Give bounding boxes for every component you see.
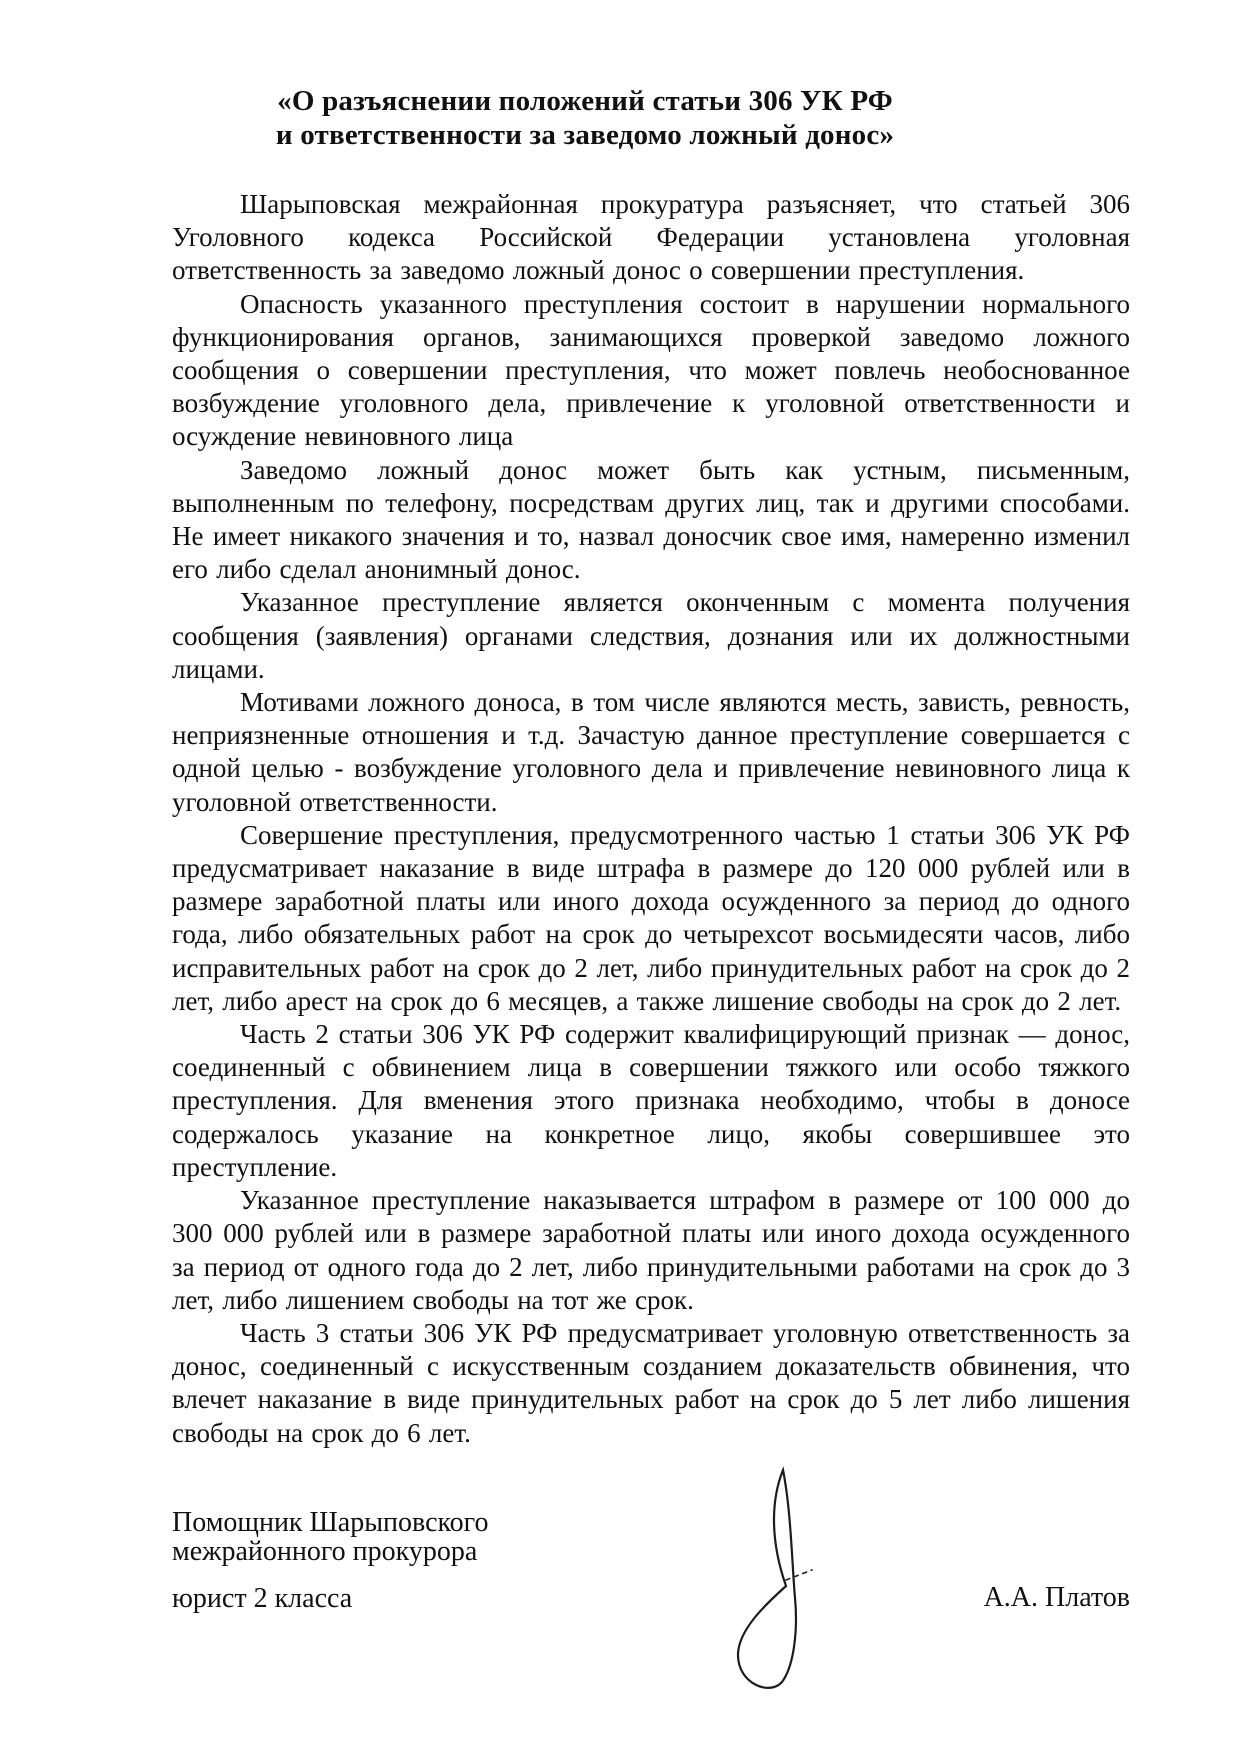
- handwritten-signature-icon: [712, 1458, 832, 1718]
- document-title-line2: и ответственности за заведомо ложный донос»: [275, 119, 895, 151]
- document-body: [172, 188, 1130, 1450]
- paragraph-1: Шарыповская межрайонная прокуратура разъясняет, что статьей 306 Уголовного кодекса Российской Федерации установлена уголовная ответственность за заведомо ложный донос о совершении преступления.: [172, 189, 1130, 286]
- paragraph-7: Часть 2 статьи 306 УК РФ содержит квалифицирующий признак — донос, соединенный с обвинением лица в совершении тяжкого или особо тяжкого преступления. Для вменения этого признака необходимо, чтобы в доносе содержалось указание на конкретное лицо, якобы совершившее это преступление.: [172, 1019, 1130, 1182]
- paragraph-9: Часть 3 статьи 306 УК РФ предусматривает уголовную ответственность за донос, соединенный с искусственным созданием доказательств обвинения, что влечет наказание в виде принудительных работ на срок до 5 лет либо лишения свободы на срок до 6 лет.: [172, 1317, 1130, 1448]
- signer-rank: юрист 2 класса: [172, 1583, 353, 1614]
- document-title: [170, 84, 1000, 152]
- paragraph-4: Указанное преступление является оконченным с момента получения сообщения (заявления) органами следствия, дознания или их должностными лицами.: [172, 587, 1130, 684]
- signer-name: А.А. Платов: [983, 1582, 1130, 1613]
- document-title-line1: «О разъяснении положений статьи 306 УК РФ: [277, 85, 893, 117]
- signer-position: [172, 1508, 488, 1566]
- paragraph-3: Заведомо ложный донос может быть как устным, письменным, выполненным по телефону, посредствам других лиц, так и другими способами. Не имеет никакого значения и то, назвал доносчик свое имя, намеренно изменил его либо сделал анонимный донос.: [172, 454, 1130, 585]
- signer-position-line1: Помощник Шарыповского: [172, 1507, 489, 1538]
- paragraph-2: Опасность указанного преступления состоит в нарушении нормального функционирования органов, занимающихся проверкой заведомо ложного сообщения о совершении преступления, что может повлечь необоснованное возбуждение уголовного дела, привлечение к уголовной ответственности и осуждение невиновного лица: [172, 288, 1130, 452]
- paragraph-6: Совершение преступления, предусмотренного частью 1 статьи 306 УК РФ предусматривает наказание в виде штрафа в размере до 120 000 рублей или в размере заработной платы или иного дохода осужденного за период до одного года, либо обязательных работ на срок до четырехсот восьмидесяти часов, либо исправительных работ на срок до 2 лет, либо принудительных работ на срок до 2 лет, либо арест на срок до 6 месяцев, а также лишение свободы на срок до 2 лет.: [172, 819, 1130, 1016]
- paragraph-5: Мотивами ложного доноса, в том числе являются месть, зависть, ревность, неприязненные отношения и т.д. Зачастую данное преступление совершается с одной целью - возбуждение уголовного дела и привлечение невиновного лица к уголовной ответственности.: [172, 687, 1130, 817]
- paragraph-8: Указанное преступление наказывается штрафом в размере от 100 000 до 300 000 рублей или в размере заработной платы или иного дохода осужденного за период от одного года до 2 лет, либо принудительными работами на срок до 3 лет, либо лишением свободы на тот же срок.: [172, 1185, 1130, 1315]
- signer-position-line2: межрайонного прокурора: [172, 1536, 478, 1567]
